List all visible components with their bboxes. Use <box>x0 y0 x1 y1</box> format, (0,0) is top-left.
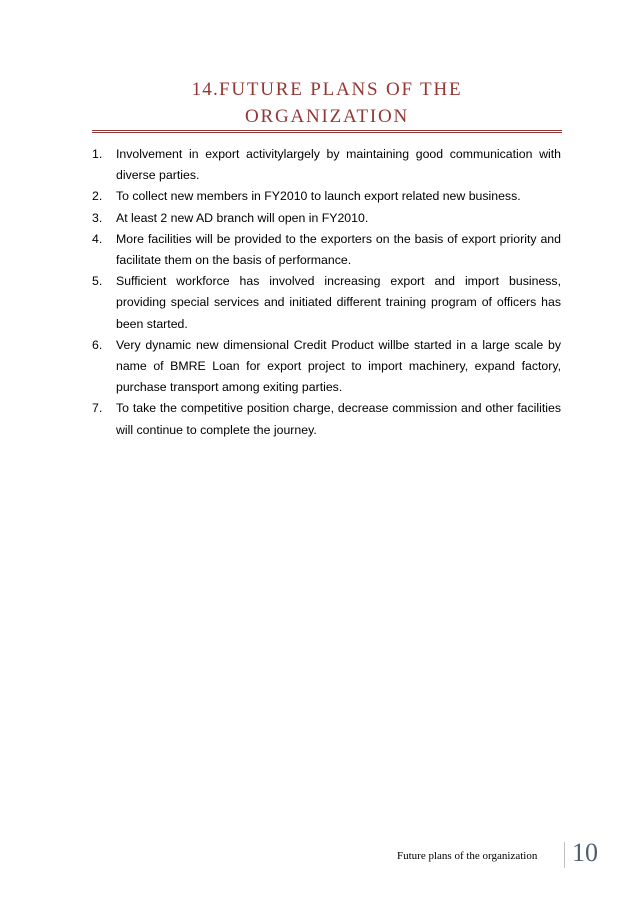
list-item-text: Very dynamic new dimensional Credit Product willbe started in a large scale by name of BMRE Loan for export project to import machinery, expand factory, purchase transport among exiting parties. <box>116 337 561 395</box>
heading-underline <box>92 130 562 133</box>
list-item <box>92 208 561 229</box>
list-item-number: 6. <box>92 337 103 352</box>
list-item-number: 5. <box>92 274 103 289</box>
section-title-part-2: ORGANIZATION <box>244 106 410 127</box>
list-item <box>92 271 561 335</box>
section-heading-line-1 <box>92 76 562 103</box>
list-item <box>92 398 561 440</box>
list-item-text: To take the competitive position charge, decrease commission and other facilities will continue to complete the journey. <box>116 401 561 437</box>
section-title-part-1: FUTURE PLANS OF THE <box>218 79 463 100</box>
list-item-number: 3. <box>92 210 103 225</box>
list-item <box>92 335 561 399</box>
list-item <box>92 186 561 207</box>
list-item <box>92 229 561 271</box>
section-heading <box>92 76 562 130</box>
footer-divider <box>564 842 565 868</box>
list-item-text: At least 2 new AD branch will open in FY2010. <box>116 210 369 225</box>
list-item-number: 4. <box>92 231 103 246</box>
list-item-text: Sufficient workforce has involved increasing export and import business, providing special services and initiated different training program of officers has been started. <box>116 274 561 331</box>
list-item-text: To collect new members in FY2010 to launch export related new business. <box>116 189 521 204</box>
list-item-text: Involvement in export activitylargely by maintaining good communication with diverse parties. <box>116 147 561 183</box>
page-number: 10 <box>572 838 598 867</box>
list-item-number: 2. <box>92 189 103 204</box>
list-item-number: 1. <box>92 147 103 161</box>
footer-section-label: Future plans of the organization <box>397 850 538 862</box>
list-item-text: More facilities will be provided to the exporters on the basis of export priority and facilitate them on the basis of performance. <box>116 231 561 268</box>
list-item <box>92 144 561 186</box>
list-item-number: 7. <box>92 401 103 416</box>
section-number: 14. <box>191 79 219 100</box>
future-plans-list <box>92 144 561 441</box>
